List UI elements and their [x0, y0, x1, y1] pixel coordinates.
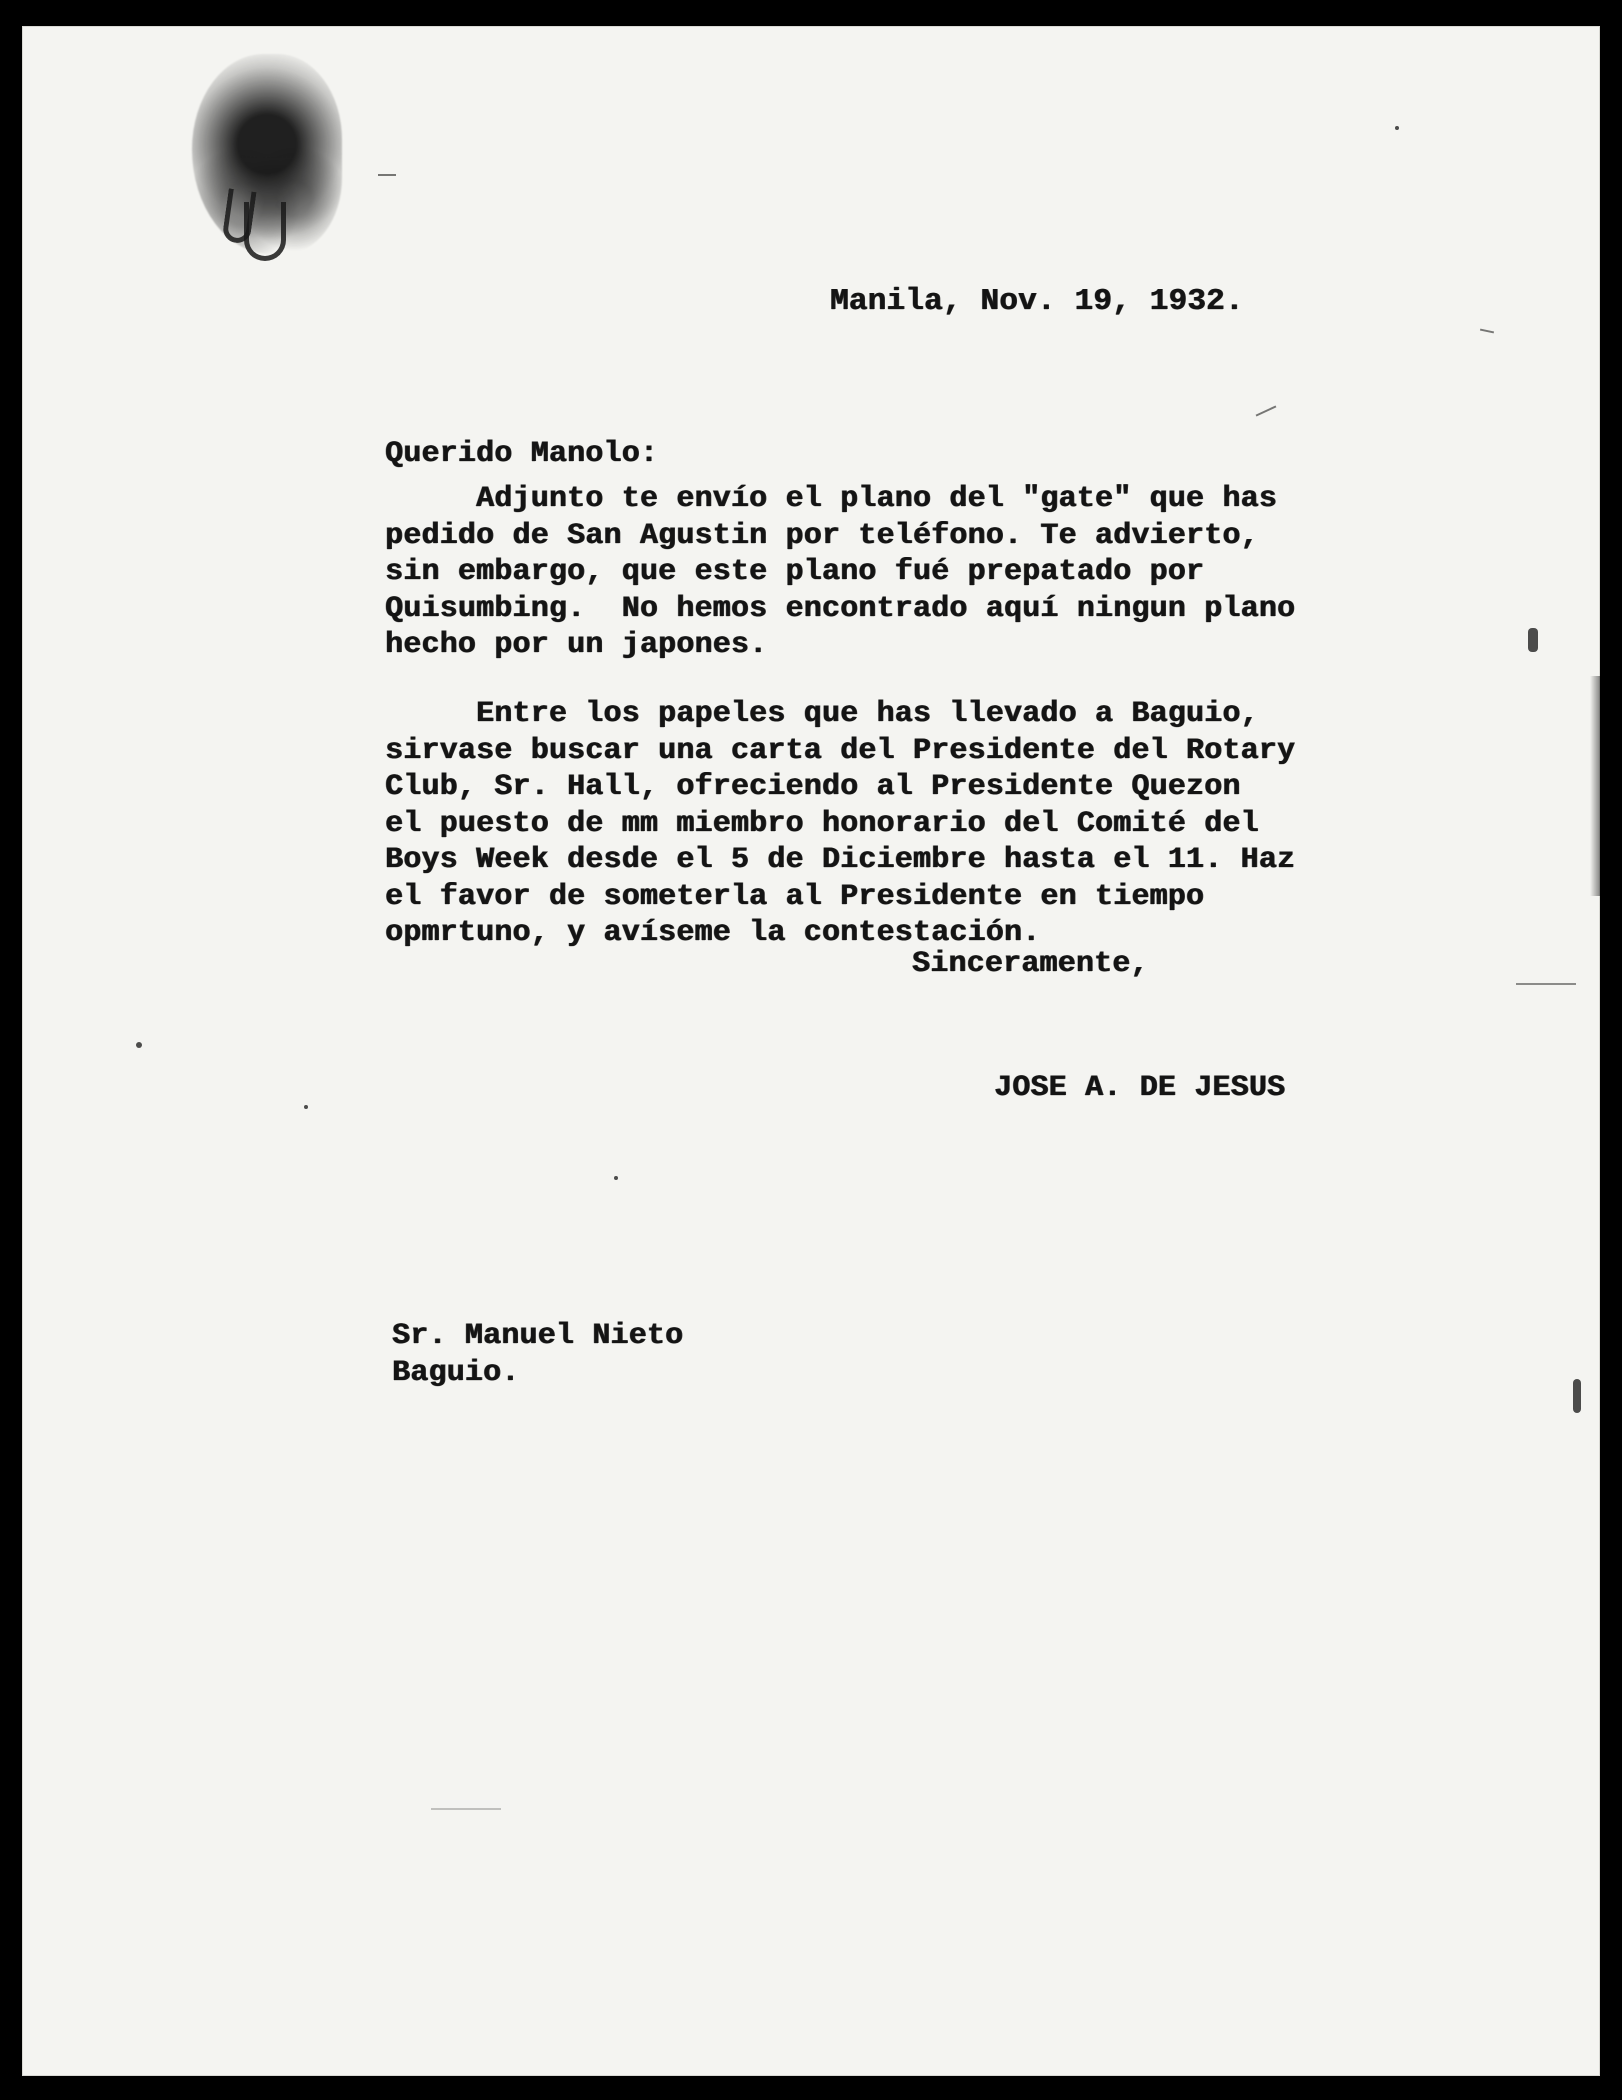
letter-paragraph-2: Entre los papeles que has llevado a Baguio, sirvase buscar una carta del Presidente del Rotary Club, Sr. Hall, ofreciendo al Presidente Quezon el puesto de mm miembro honorario del Comité del Boys Week desde el 5 de Diciembre hasta el 11. Haz el favor de someterla al Presidente en tiempo opmrtuno, y avíseme la contestación. [385, 697, 1296, 950]
stray-mark [1516, 983, 1576, 985]
ink-speck [1573, 1379, 1581, 1413]
stray-mark [1480, 329, 1494, 334]
stray-mark [431, 1808, 501, 1810]
letter-closing: Sinceramente, [912, 947, 1149, 981]
letter-date: Manila, Nov. 19, 1932. [830, 284, 1244, 319]
recipient-address: Sr. Manuel Nieto Baguio. [392, 1319, 684, 1390]
ink-speck [1395, 126, 1399, 130]
ink-speck [614, 1176, 618, 1180]
ink-speck [1528, 628, 1538, 652]
letter-signature: JOSE A. DE JESUS [994, 1071, 1286, 1105]
letter-salutation: Querido Manolo: [385, 437, 659, 471]
page-edge-shadow [1590, 676, 1600, 896]
stray-mark [378, 174, 396, 176]
ink-speck [136, 1042, 142, 1048]
stray-mark [1256, 405, 1277, 416]
letter-paragraph-1: Adjunto te envío el plano del "gate" que has pedido de San Agustin por teléfono. Te advierto, sin embargo, que este plano fué prepatado por Quisumbing. No hemos encontrado aquí ningun plano hecho por un japones. [385, 482, 1296, 662]
letter-page [22, 26, 1600, 2076]
ink-speck [304, 1105, 308, 1109]
